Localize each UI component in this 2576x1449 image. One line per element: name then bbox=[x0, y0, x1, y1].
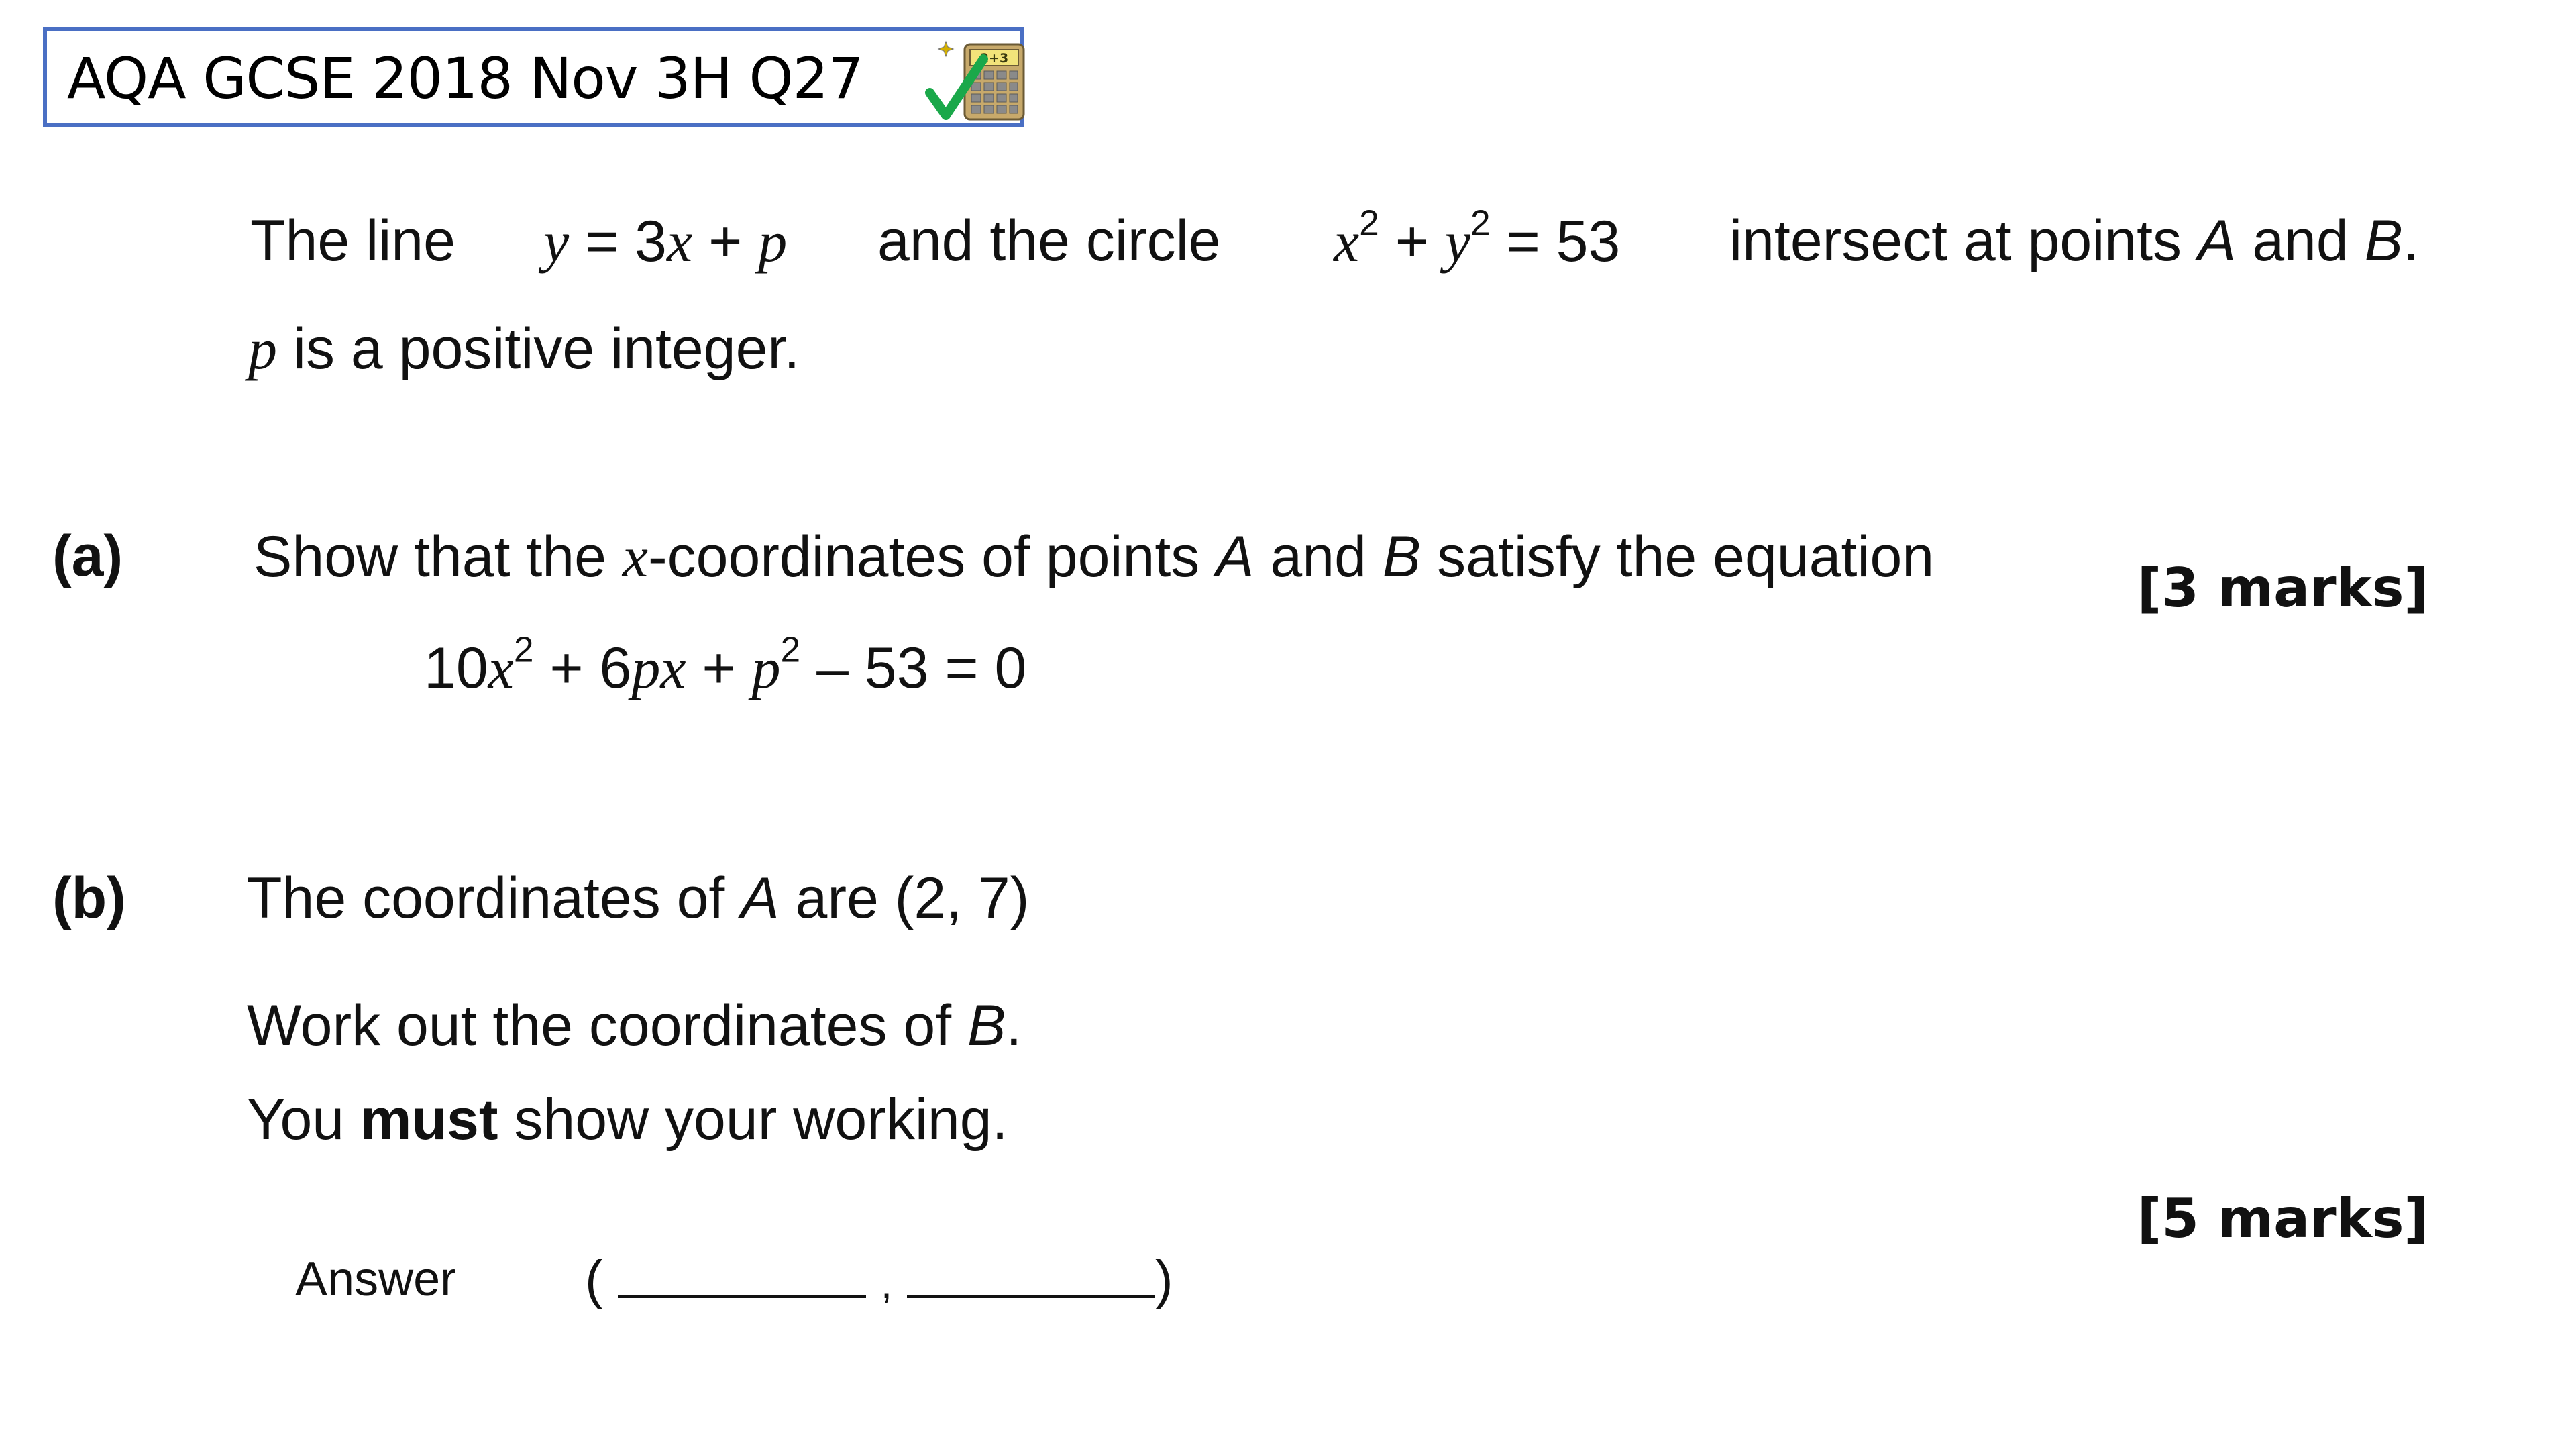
intro-text-line: The line bbox=[250, 209, 455, 273]
part-a-equation: $10x^2 + 6px + p^2 - 53 = 0$ bbox=[424, 630, 1027, 700]
question-title: AQA GCSE 2018 Nov 3H Q27 bbox=[67, 46, 863, 111]
part-b-must-show-working: You must show your working. bbox=[247, 1087, 1008, 1152]
question-header bbox=[43, 27, 1024, 127]
answer-close-paren: ) bbox=[1155, 1250, 1173, 1309]
part-a-question: Show that the x-coordinates of points A and B satisfy the equation bbox=[254, 525, 1935, 589]
part-b-marks: [5 marks] bbox=[2137, 1187, 2428, 1250]
calculator-allowed-icon bbox=[919, 36, 1033, 123]
answer-field bbox=[585, 1249, 1173, 1311]
part-a-label: (a) bbox=[52, 524, 123, 588]
line-equation: y = 3x + p bbox=[543, 209, 788, 274]
part-b-work-out: Work out the coordinates of B. bbox=[247, 994, 1022, 1058]
answer-x-blank[interactable] bbox=[618, 1288, 866, 1298]
part-a-marks: [3 marks] bbox=[2137, 557, 2428, 619]
part-b-label: (b) bbox=[52, 866, 126, 930]
answer-open-paren: ( bbox=[585, 1250, 603, 1309]
answer-comma: , bbox=[881, 1262, 892, 1307]
intro-and-the-circle: and the circle bbox=[877, 209, 1221, 273]
answer-label: Answer bbox=[295, 1252, 457, 1306]
calculator-display-text: 2+3 bbox=[979, 51, 1009, 66]
intro-positive-integer: p is a positive integer. bbox=[248, 317, 800, 381]
part-b-coordinates-of-a: The coordinates of A are (2, 7) bbox=[247, 866, 1030, 930]
intro-intersect-text: intersect at points A and B. bbox=[1729, 209, 2419, 273]
circle-equation: $x^2 + y^2 = 53$ bbox=[1334, 203, 1621, 274]
answer-y-blank[interactable] bbox=[907, 1288, 1155, 1298]
